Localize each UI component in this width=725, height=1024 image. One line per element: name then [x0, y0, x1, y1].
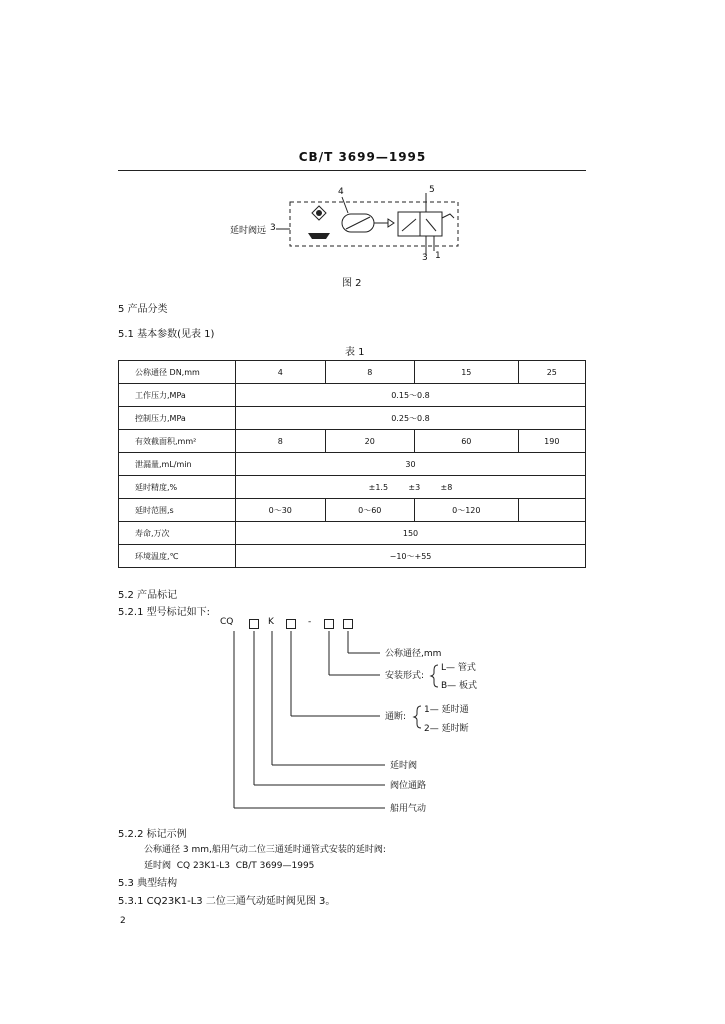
figure-2-caption: 图 2 [342, 278, 362, 289]
section-5-1-heading: 5.1 基本参数(见表 1) [118, 329, 215, 340]
desc-delay: 延时阀 [390, 761, 418, 771]
code-box-break [286, 619, 296, 629]
table-1-caption: 表 1 [345, 347, 365, 358]
install-l: L— 管式 [441, 663, 476, 673]
header-rule [118, 170, 586, 171]
fig-label-3-left: 3 [270, 223, 276, 233]
section-5-3-1-heading: 5.3.1 CQ23K1-L3 二位三通气动延时阀见图 3。 [118, 896, 336, 907]
table-row [119, 407, 586, 430]
row-label: 寿命,万次 [119, 522, 236, 545]
figure-2-diagram [230, 185, 480, 265]
table-cell: 0.15～0.8 [236, 384, 586, 407]
table-cell: 0～30 [236, 499, 326, 522]
code-box-valve [249, 619, 259, 629]
section-5-3-heading: 5.3 典型结构 [118, 878, 178, 889]
table-row [119, 522, 586, 545]
section-5-heading: 5 产品分类 [118, 304, 168, 315]
table-1 [118, 360, 586, 568]
page-header: CB/T 3699—1995 [298, 150, 427, 164]
section-5-2-1-heading: 5.2.1 型号标记如下: [118, 607, 210, 618]
model-code-lines [220, 615, 520, 820]
fig-label-3-bottom: 3 [422, 253, 428, 263]
table-cell: 20 [325, 430, 415, 453]
table-cell: ±1.5 ±3 ±8 [236, 476, 586, 499]
section-5-2-2-heading: 5.2.2 标记示例 [118, 829, 187, 840]
row-label: 有效截面积,mm² [119, 430, 236, 453]
desc-break: 通断: [385, 712, 407, 722]
table-row [119, 499, 586, 522]
table-row [119, 384, 586, 407]
desc-ship: 船用气动 [390, 804, 427, 814]
page-number: 2 [120, 916, 126, 926]
table-cell: 190 [518, 430, 585, 453]
throttle-symbol [308, 233, 330, 239]
break-1: 1— 延时通 [424, 705, 469, 715]
code-dash: - [308, 617, 312, 627]
break-2: 2— 延时断 [424, 724, 469, 734]
fig-label-5: 5 [429, 185, 435, 195]
table-cell [518, 499, 585, 522]
table-row [119, 430, 586, 453]
code-cq: CQ [220, 617, 234, 627]
code-k: K [268, 617, 274, 627]
row-label: 公称通径 DN,mm [119, 361, 236, 384]
table-cell: 150 [236, 522, 586, 545]
table-row [119, 453, 586, 476]
row-label: 环境温度,℃ [119, 545, 236, 568]
leader-4 [342, 197, 348, 213]
row-label: 延时范围,s [119, 499, 236, 522]
valve-flow-2 [426, 219, 436, 231]
table-cell: −10～+55 [236, 545, 586, 568]
fig-label-4: 4 [338, 187, 344, 197]
table-cell: 25 [518, 361, 585, 384]
table-cell: 0.25～0.8 [236, 407, 586, 430]
table-row [119, 361, 586, 384]
table-row [119, 545, 586, 568]
row-label: 工作压力,MPa [119, 384, 236, 407]
install-b: B— 板式 [441, 681, 478, 691]
figure-2 [230, 185, 480, 265]
table-row [119, 476, 586, 499]
valve-box-2 [420, 212, 442, 236]
example-line-1: 公称通径 3 mm,船用气动二位三通延时通管式安装的延时阀: [144, 845, 386, 855]
table-cell: 60 [415, 430, 519, 453]
install-brace [431, 665, 438, 687]
row-label: 泄漏量,mL/min [119, 453, 236, 476]
table-cell: 0～60 [325, 499, 415, 522]
desc-valve: 阀位通路 [390, 781, 427, 791]
pilot-arrow [388, 219, 394, 227]
break-brace [414, 706, 421, 728]
table-cell: 8 [325, 361, 415, 384]
fig-label-1-bottom: 1 [435, 251, 441, 261]
code-box-nominal [343, 619, 353, 629]
spring-symbol [442, 214, 454, 218]
table-cell: 30 [236, 453, 586, 476]
model-code-diagram [220, 615, 520, 820]
valve-flow-1 [402, 219, 416, 231]
table-cell: 4 [236, 361, 326, 384]
example-line-2: 延时阀 CQ 23K1-L3 CB/T 3699—1995 [144, 861, 315, 871]
table-cell: 8 [236, 430, 326, 453]
table-cell: 0～120 [415, 499, 519, 522]
section-5-2-heading: 5.2 产品标记 [118, 590, 178, 601]
code-box-install [324, 619, 334, 629]
check-ball [316, 210, 322, 216]
table-cell: 15 [415, 361, 519, 384]
row-label: 延时精度,% [119, 476, 236, 499]
row-label: 控制压力,MPa [119, 407, 236, 430]
fig-label-left: 延时阀远 [230, 226, 267, 236]
desc-install: 安装形式: [385, 671, 425, 681]
valve-box-1 [398, 212, 420, 236]
adjust-arrow [346, 217, 370, 229]
desc-nominal: 公称通径,mm [385, 649, 442, 659]
